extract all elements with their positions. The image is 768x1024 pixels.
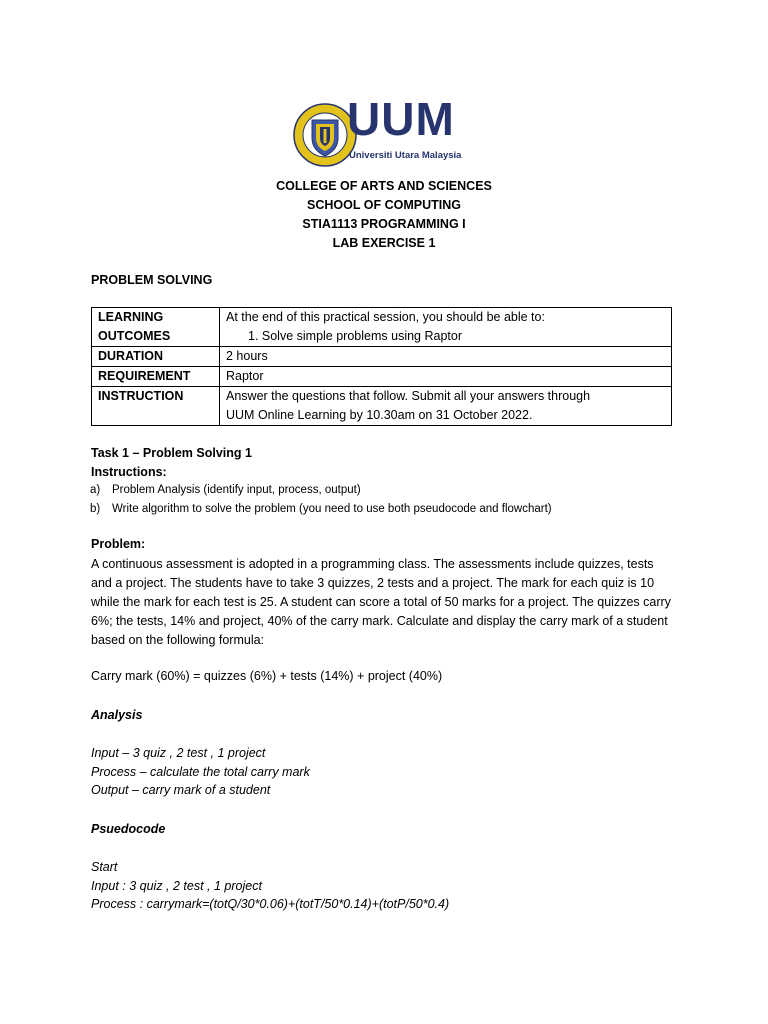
uum-logo [292, 93, 474, 170]
instruction-key: INSTRUCTION [92, 387, 220, 426]
list-marker: b) [90, 503, 101, 515]
pseudocode-input: Input : 3 quiz , 2 test , 1 project [91, 879, 262, 893]
table-row [92, 347, 672, 367]
learning-value-line1: At the end of this practical session, you should be able to: [226, 310, 545, 324]
problem-text: A continuous assessment is adopted in a programming class. The assessments include quizzes, tests and a project. The students have to take 3 quizzes, 2 tests and a project. The mark for each quiz is 10 while the mark for each test is 25. A student can score a total of 50 marks for a project. The quizzes carry 6%; the tests, 14% and project, 40% of the carry mark. Calculate and display the carry mark of a student based on the following formula: [91, 557, 671, 647]
analysis-heading: Analysis [91, 708, 143, 722]
instruction-value-line2: UUM Online Learning by 10.30am on 31 October 2022. [226, 408, 533, 422]
table-key-cell [92, 308, 220, 347]
school-name: SCHOOL OF COMPUTING [307, 198, 461, 212]
duration-key: DURATION [92, 347, 220, 367]
logo-brand-text: UUM [347, 93, 455, 145]
list-marker: a) [90, 484, 101, 496]
requirement-key: REQUIREMENT [92, 367, 220, 387]
table-value-cell [220, 387, 672, 426]
list-item-text: Problem Analysis (identify input, process, output) [112, 484, 361, 496]
learning-value-line2: 1. Solve simple problems using Raptor [248, 329, 462, 343]
list-item-text: Write algorithm to solve the problem (you need to use both pseudocode and flowchart) [112, 503, 552, 515]
table-row [92, 308, 672, 347]
analysis-input: Input – 3 quiz , 2 test , 1 project [91, 746, 266, 760]
pseudocode-process: Process : carrymark=(totQ/30*0.06)+(totT/50*0.14)+(totP/50*0.4) [91, 897, 450, 911]
pseudocode-heading: Psuedocode [91, 822, 166, 836]
duration-value: 2 hours [220, 347, 672, 367]
list-item [90, 482, 361, 498]
logo-tagline: Universiti Utara Malaysia [349, 150, 462, 161]
instructions-label: Instructions: [91, 465, 167, 479]
course-title: STIA1113 PROGRAMMING I [302, 217, 466, 231]
table-value-cell [220, 308, 672, 347]
learning-key-line1: LEARNING [98, 310, 164, 324]
analysis-output: Output – carry mark of a student [91, 783, 271, 797]
info-table [91, 307, 672, 426]
table-row [92, 387, 672, 426]
exercise-title: LAB EXERCISE 1 [332, 236, 436, 250]
analysis-process: Process – calculate the total carry mark [91, 765, 310, 779]
list-item [90, 501, 552, 517]
requirement-value: Raptor [220, 367, 672, 387]
problem-label: Problem: [91, 537, 146, 551]
college-name: COLLEGE OF ARTS AND SCIENCES [276, 179, 492, 193]
table-row [92, 367, 672, 387]
pseudocode-start: Start [91, 860, 118, 874]
carry-mark-formula: Carry mark (60%) = quizzes (6%) + tests (14%) + project (40%) [91, 669, 443, 683]
section-title: PROBLEM SOLVING [91, 273, 213, 287]
instruction-value-line1: Answer the questions that follow. Submit all your answers through [226, 389, 591, 403]
learning-key-line2: OUTCOMES [98, 329, 171, 343]
task-title: Task 1 – Problem Solving 1 [91, 446, 252, 460]
